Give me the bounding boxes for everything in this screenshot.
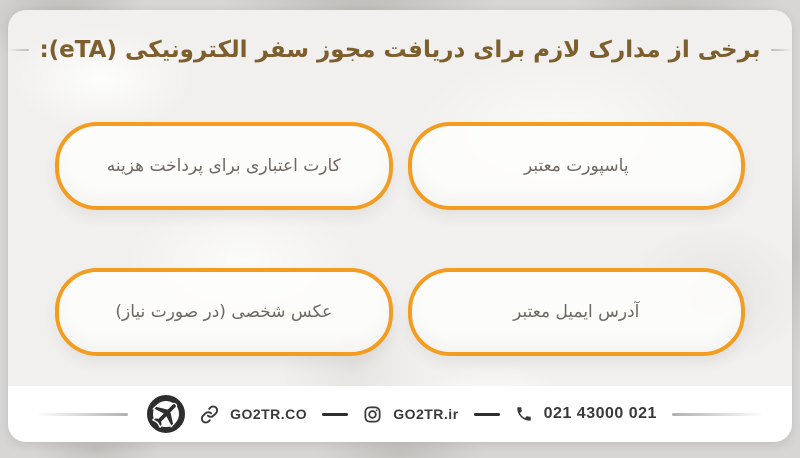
title-divider-right xyxy=(771,49,792,51)
requirement-pill-photo xyxy=(55,268,393,356)
content-card xyxy=(8,10,792,442)
title-divider-left xyxy=(8,49,29,51)
phone-icon xyxy=(515,405,533,423)
go2tr-logo xyxy=(143,391,189,437)
requirement-pill-credit-card xyxy=(55,122,393,210)
requirement-label: آدرس ایمیل معتبر xyxy=(513,302,640,322)
footer-bar xyxy=(8,386,792,442)
title-row xyxy=(8,30,792,70)
instagram-icon xyxy=(363,405,382,424)
requirement-pill-passport xyxy=(408,122,746,210)
footer-fade-line-left xyxy=(36,413,128,416)
instagram-label: GO2TR.ir xyxy=(393,406,459,422)
phone-number: 021 43000 021 xyxy=(543,405,657,422)
link-icon xyxy=(200,405,219,424)
page-title: برخی از مدارک لازم برای دریافت مجوز سفر الکترونیکی (eTA): xyxy=(39,37,761,63)
requirement-pill-email xyxy=(408,268,746,356)
requirement-label: پاسپورت معتبر xyxy=(523,156,629,176)
footer-fade-line-right xyxy=(672,413,764,416)
footer-separator xyxy=(322,413,348,416)
requirement-label: عکس شخصی (در صورت نیاز) xyxy=(115,302,333,322)
website-label: GO2TR.CO xyxy=(230,406,308,422)
requirement-label: کارت اعتباری برای پرداخت هزینه xyxy=(106,156,341,176)
requirements-grid xyxy=(8,122,792,356)
footer-separator xyxy=(474,413,500,416)
